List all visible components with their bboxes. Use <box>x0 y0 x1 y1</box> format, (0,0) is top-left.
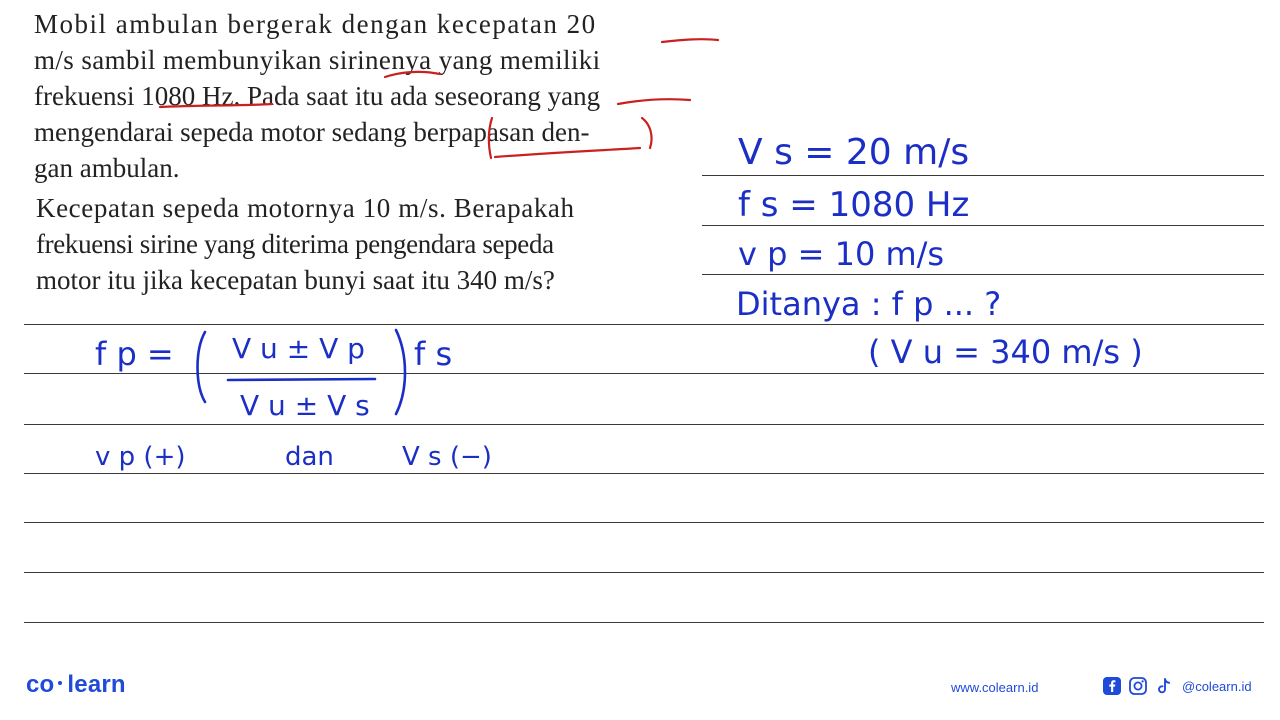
hw-sign-dan: dan <box>285 442 334 472</box>
hw-vs-line: V s = 20 m/s <box>738 132 970 173</box>
tiktok-icon <box>1154 676 1174 696</box>
hw-vu-line: ( V u = 340 m/s ) <box>868 333 1143 371</box>
hw-formula-denominator: V u ± V s <box>240 389 370 422</box>
social-links <box>1102 676 1252 696</box>
logo-part-learn: learn <box>67 671 126 698</box>
problem-line: gan ambulan. <box>34 153 180 183</box>
hw-formula-lhs: f p = <box>95 335 174 373</box>
formula-right-paren <box>396 330 405 414</box>
hw-sign-vs: V s (−) <box>402 442 492 472</box>
website-url: www.colearn.id <box>951 680 1039 695</box>
problem-line: Kecepatan sepeda motornya 10 m/s. Berapakah <box>36 193 575 223</box>
problem-line: frekuensi 1080 Hz. Pada saat itu ada seseorang yang <box>34 81 601 111</box>
logo-dot <box>58 681 62 685</box>
hw-sign-vp: v p (+) <box>95 442 186 472</box>
problem-line: mengendarai sepeda motor sedang berpapasan den- <box>34 117 590 147</box>
problem-line: m/s sambil membunyikan sirinenya yang memiliki <box>34 45 601 75</box>
annotation-marks <box>160 39 718 158</box>
problem-line: motor itu jika kecepatan bunyi saat itu 340 m/s? <box>36 265 555 295</box>
social-handle: @colearn.id <box>1182 678 1252 694</box>
formula-left-paren <box>198 332 206 402</box>
instagram-icon <box>1128 676 1148 696</box>
hw-vp-line: v p = 10 m/s <box>738 235 945 273</box>
facebook-icon <box>1102 676 1122 696</box>
hw-fs-line: f s = 1080 Hz <box>738 185 970 225</box>
problem-line: Mobil ambulan bergerak dengan kecepatan 20 <box>34 9 597 39</box>
hw-formula-numerator: V u ± V p <box>232 332 365 365</box>
logo-part-co: co <box>26 671 55 698</box>
formula-fraction-bar <box>228 379 375 380</box>
problem-line: frekuensi sirine yang diterima pengendara sepeda <box>36 229 554 259</box>
hw-formula-fs: f s <box>414 335 453 373</box>
colearn-logo <box>26 671 126 699</box>
hw-ditanya-line: Ditanya : f p ... ? <box>736 285 1002 323</box>
